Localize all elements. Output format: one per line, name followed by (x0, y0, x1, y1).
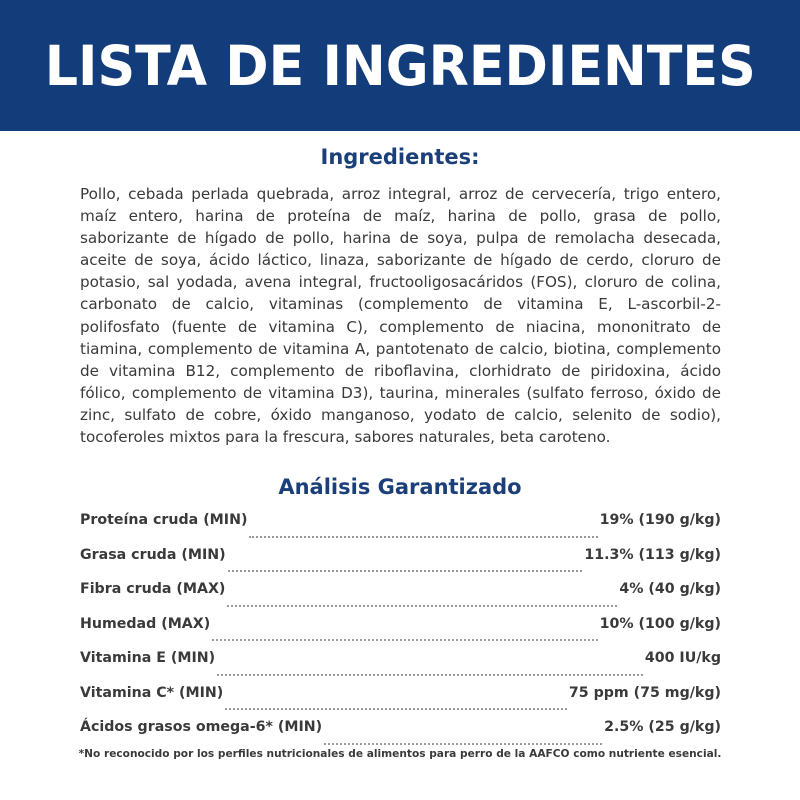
analysis-row-value: 4% (40 g/kg) (619, 581, 721, 597)
analysis-row (80, 616, 721, 651)
analysis-row-label: Ácidos grasos omega-6* (MIN) (80, 719, 323, 735)
dot-leader (228, 570, 583, 572)
analysis-row-value: 2.5% (25 g/kg) (604, 719, 721, 735)
analysis-row-label: Fibra cruda (MAX) (80, 581, 226, 597)
analysis-row-label: Vitamina E (MIN) (80, 650, 216, 666)
analysis-row-label: Proteína cruda (MIN) (80, 512, 248, 528)
ingredients-heading: Ingredientes: (320, 145, 480, 169)
analysis-row-value: 10% (100 g/kg) (599, 615, 721, 632)
analysis-row-value: 75 ppm (75 mg/kg) (568, 684, 721, 701)
analysis-row-value: 11.3% (113 g/kg) (584, 546, 721, 563)
dot-leader (217, 674, 643, 676)
footnote: *No reconocido por los perfiles nutricionales de alimentos para perro de la AAFCO como nutriente esencial. (78, 748, 722, 760)
analysis-row-value: 19% (190 g/kg) (599, 512, 721, 528)
header-banner (0, 0, 800, 131)
page-title: LISTA DE INGREDIENTES (44, 33, 756, 98)
dot-leader (212, 639, 597, 641)
analysis-heading: Análisis Garantizado (278, 475, 522, 499)
analysis-row-label: Grasa cruda (MIN) (80, 546, 226, 563)
analysis-row-value: 400 IU/kg (644, 650, 721, 666)
analysis-table (80, 512, 721, 754)
dot-leader (225, 708, 567, 710)
ingredients-text: Pollo, cebada perlada quebrada, arroz integral, arroz de cervecería, trigo entero, maíz entero, harina de proteína de maíz, harina de pollo, grasa de pollo, saborizante de hígado de pollo, harina de soya, pulpa de remolacha desecada, aceite de soya, ácido láctico, linaza, saborizante de hígado de cerdo, cloruro de potasio, sal yodada, avena integral, fructooligosacáridos (FOS), cloruro de colina, carbonato de calcio, vitaminas (complemento de vitamina E, L-ascorbil-2-polifosfato (fuente de vitamina C), complemento de niacina, mononitrato de tiamina, complemento de vitamina A, pantotenato de calcio, biotina, complemento de vitamina B12, complemento de riboflavina, clorhidrato de piridoxina, ácido fólico, complemento de vitamina D3), taurina, minerales (sulfato ferroso, óxido de zinc, sulfato de cobre, óxido manganoso, yodato de calcio, selenito de sodio), tocoferoles mixtos para la frescura, sabores naturales, beta caroteno. (80, 185, 721, 447)
dot-leader (324, 743, 602, 745)
analysis-row-label: Humedad (MAX) (80, 615, 211, 632)
analysis-row (80, 581, 721, 616)
dot-leader (227, 605, 617, 607)
analysis-row (80, 685, 721, 720)
analysis-row (80, 547, 721, 582)
analysis-row (80, 512, 721, 547)
analysis-row (80, 650, 721, 685)
analysis-row-label: Vitamina C* (MIN) (80, 684, 224, 701)
dot-leader (249, 536, 597, 538)
